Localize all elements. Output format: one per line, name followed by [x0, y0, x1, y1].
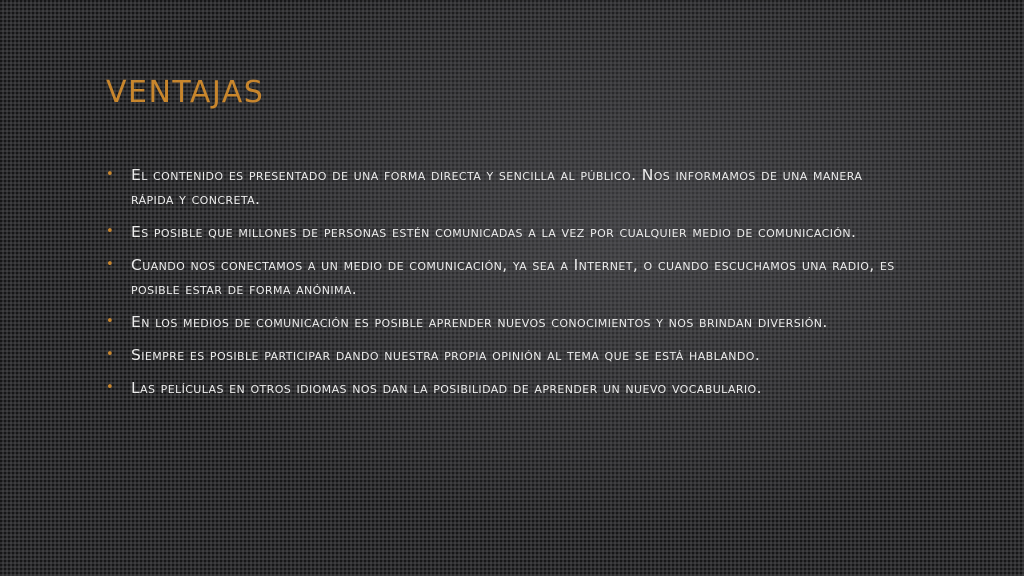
bullet-icon: • [106, 347, 115, 362]
bullet-text: Siempre es posible participar dando nuestra propia opinión al tema que se está hablando. [131, 346, 761, 364]
bullet-icon: • [106, 380, 115, 395]
list-item [106, 343, 906, 367]
list-item [106, 376, 906, 400]
bullet-list [106, 163, 906, 409]
list-item [106, 220, 906, 244]
list-item [106, 163, 906, 211]
bullet-text: Cuando nos conectamos a un medio de comunicación, ya sea a Internet, o cuando escuchamos una radio, es posible estar de forma anónima. [131, 256, 895, 298]
list-item [106, 253, 906, 301]
bullet-icon: • [106, 224, 115, 239]
bullet-icon: • [106, 257, 115, 272]
slide-title: VENTAJAS [106, 75, 265, 110]
bullet-text: Las películas en otros idiomas nos dan la posibilidad de aprender un nuevo vocabulario. [131, 379, 762, 397]
bullet-text: Es posible que millones de personas estén comunicadas a la vez por cualquier medio de comunicación. [131, 223, 857, 241]
bullet-icon: • [106, 314, 115, 329]
bullet-text: En los medios de comunicación es posible aprender nuevos conocimientos y nos brindan diversión. [131, 313, 828, 331]
bullet-text: El contenido es presentado de una forma directa y sencilla al público. Nos informamos de una manera rápida y concreta. [131, 166, 863, 208]
bullet-icon: • [106, 167, 115, 182]
list-item [106, 310, 906, 334]
